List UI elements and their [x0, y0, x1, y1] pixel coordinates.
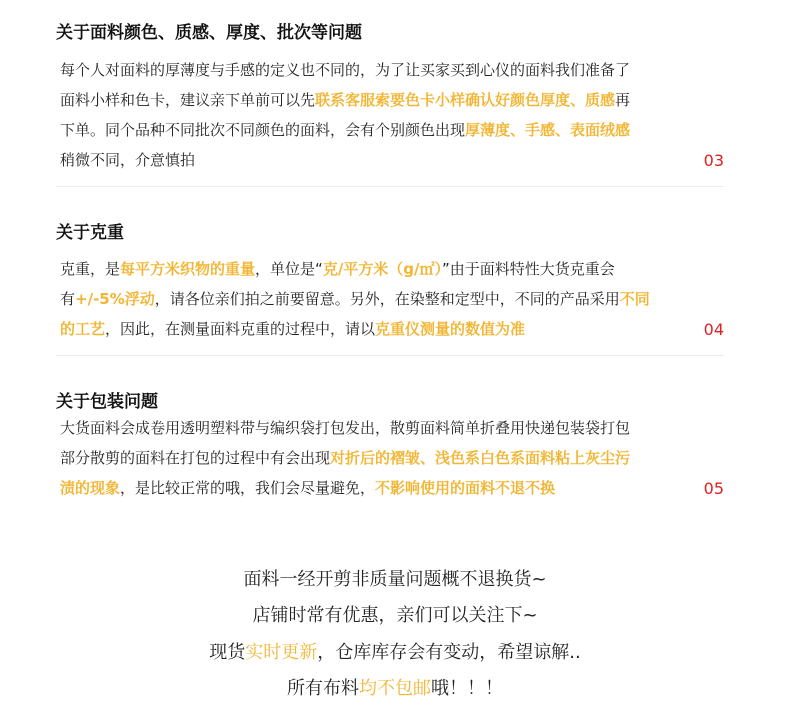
body-line [60, 418, 630, 438]
highlight-text: 的工艺 [60, 320, 106, 338]
plain-text: 哦！！！ [431, 678, 503, 699]
section-number: 04 [703, 320, 724, 339]
body-line [60, 448, 630, 468]
plain-text: ，仓库库存会有变动，希望谅解.. [317, 642, 581, 663]
plain-text: 现货 [209, 642, 246, 663]
highlight-text: 均不包邮 [359, 678, 431, 699]
section-number: 03 [703, 151, 724, 170]
section-title: 关于面料颜色、质感、厚度、批次等问题 [56, 23, 362, 43]
footer-line [0, 565, 790, 591]
plain-text: 所有布料 [287, 678, 359, 699]
body-line [60, 60, 630, 80]
highlight-text: 每平方米织物的重量 [120, 260, 256, 278]
highlight-text: 联系客服索要色卡小样确认好颜色厚度、质感 [315, 91, 616, 109]
plain-text: ，因此，在测量面料克重的过程中，请以 [105, 320, 376, 338]
section-divider [56, 355, 724, 356]
body-line [60, 259, 615, 279]
highlight-text: 对折后的褶皱、浅色系白色系面料粘上灰尘污 [330, 449, 631, 467]
body-line [60, 120, 630, 140]
highlight-text: 实时更新 [245, 642, 318, 663]
plain-text: ”由于面料特性大货克重会 [442, 260, 615, 278]
plain-text: 稍微不同，介意慎拍 [60, 151, 196, 169]
section-number: 05 [703, 479, 724, 498]
plain-text: 面料小样和色卡，建议亲下单前可以先 [60, 91, 316, 109]
section-title: 关于克重 [56, 223, 124, 243]
plain-text: 面料一经开剪非质量问题概不退换货~ [243, 569, 547, 590]
plain-text: 部分散剪的面料在打包的过程中有会出现 [60, 449, 331, 467]
body-line [60, 478, 555, 498]
plain-text: 下单。同个品种不同批次不同颜色的面料，会有个别颜色出现 [60, 121, 466, 139]
footer-line [0, 674, 790, 700]
highlight-text: 克/平方米（g/㎡） [322, 260, 443, 278]
plain-text: 克重，是 [60, 260, 121, 278]
plain-text: 再 [615, 91, 631, 109]
plain-text: 每个人对面料的厚薄度与手感的定义也不同的，为了让买家买到心仪的面料我们准备了 [60, 61, 631, 79]
body-line [60, 319, 525, 339]
highlight-text: 渍的现象 [60, 479, 121, 497]
section-divider [56, 186, 724, 187]
footer-line [0, 638, 790, 664]
plain-text: ，请各位亲们拍之前要留意。另外，在染整和定型中，不同的产品采用 [154, 290, 620, 308]
highlight-text: 克重仪测量的数值为准 [375, 320, 526, 338]
section-packaging [56, 383, 724, 503]
footer-line [0, 601, 790, 627]
plain-text: 有 [60, 290, 76, 308]
highlight-text: 不影响使用的面料不退不换 [375, 479, 556, 497]
plain-text: ，是比较正常的哦，我们会尽量避免， [120, 479, 376, 497]
body-line [60, 289, 650, 309]
plain-text: 大货面料会成卷用透明塑料带与编织袋打包发出，散剪面料简单折叠用快递包装袋打包 [60, 419, 631, 437]
plain-text: 店铺时常有优惠，亲们可以关注下~ [252, 605, 538, 626]
section-title: 关于包装问题 [56, 392, 158, 412]
body-line [60, 90, 630, 110]
section-fabric-color [56, 14, 724, 190]
plain-text: ，单位是“ [255, 260, 323, 278]
highlight-text: 不同 [619, 290, 650, 308]
highlight-text: 厚薄度、手感、表面绒感 [465, 121, 631, 139]
section-weight [56, 214, 724, 360]
body-line [60, 150, 195, 170]
highlight-text: +/-5%浮动 [75, 290, 155, 308]
